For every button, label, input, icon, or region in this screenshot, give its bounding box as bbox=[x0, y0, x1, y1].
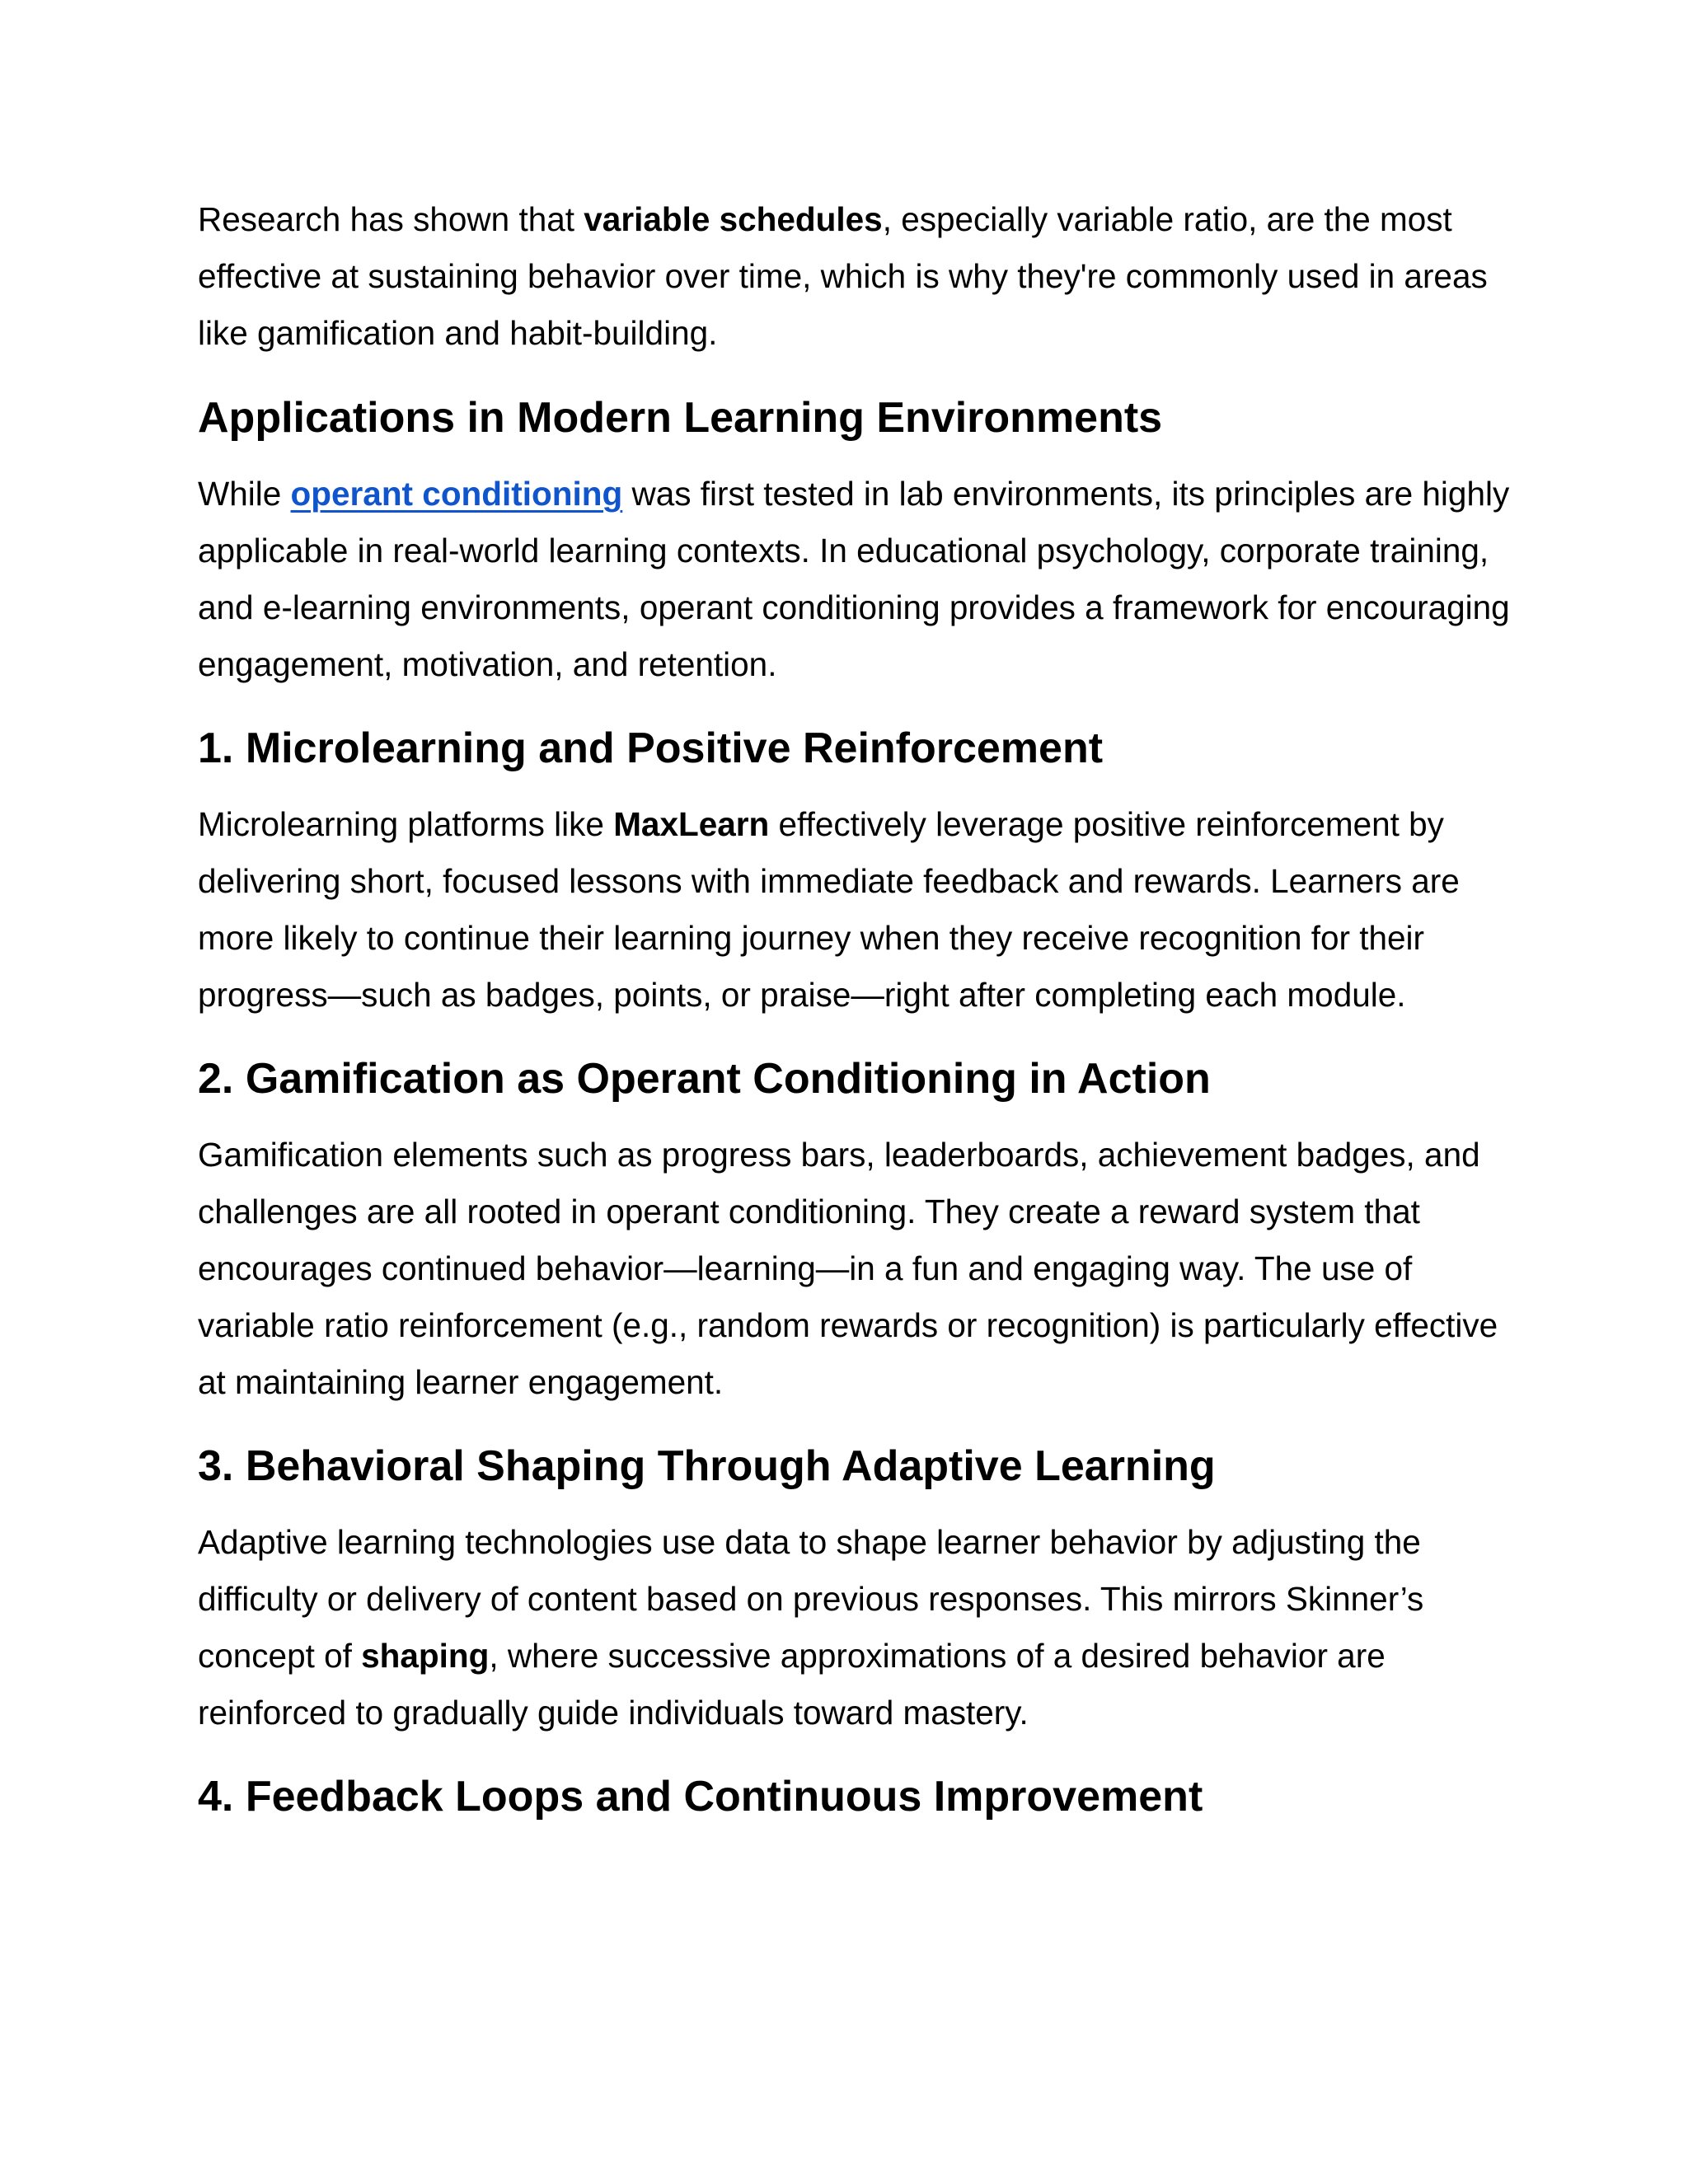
section1-text-end: effectively leverage positive reinforcement by delivering short, focused lessons with immediate feedback and rewards. Learners are more likely to continue their learning journey when they receive recognition for their progress—such as badges, points, or praise—right after completing each module. bbox=[198, 805, 1460, 1014]
operant-conditioning-link[interactable]: operant conditioning bbox=[290, 475, 623, 513]
section3-text-start: Adaptive learning technologies use data to shape learner behavior by adjusting the difficulty or delivery of content based on previous responses. This mirrors Skinner’s concept of bbox=[198, 1523, 1424, 1675]
applications-text-start: While bbox=[198, 475, 291, 513]
section1-heading: 1. Microlearning and Positive Reinforcement bbox=[198, 724, 1104, 772]
section2-heading: 2. Gamification as Operant Conditioning in Action bbox=[198, 1055, 1211, 1103]
intro-bold-term: variable schedules bbox=[584, 200, 883, 238]
section1-paragraph bbox=[198, 796, 1517, 1024]
document-page bbox=[198, 191, 1517, 1844]
section2-paragraph: Gamification elements such as progress bars, leaderboards, achievement badges, and challenges are all rooted in operant conditioning. They create a reward system that encourages continued behavior—learning—in a fun and engaging way. The use of variable ratio reinforcement (e.g., random rewards or recognition) is particularly effective at maintaining learner engagement. bbox=[198, 1136, 1498, 1401]
applications-paragraph bbox=[198, 466, 1517, 693]
section4-heading: 4. Feedback Loops and Continuous Improvement bbox=[198, 1773, 1203, 1821]
section1-bold-term: MaxLearn bbox=[613, 805, 770, 843]
section3-bold-term: shaping bbox=[361, 1637, 490, 1675]
section3-paragraph bbox=[198, 1514, 1517, 1741]
section3-text-end: , where successive approximations of a desired behavior are reinforced to gradually guide individuals toward mastery. bbox=[198, 1637, 1386, 1732]
applications-text-end: was first tested in lab environments, its principles are highly applicable in real-world learning contexts. In educational psychology, corporate training, and e-learning environments, operant conditioning provides a framework for encouraging engagement, motivation, and retention. bbox=[198, 475, 1510, 683]
intro-text-end: , especially variable ratio, are the most effective at sustaining behavior over time, which is why they're commonly used in areas like gamification and habit-building. bbox=[198, 200, 1488, 352]
intro-paragraph bbox=[198, 191, 1517, 362]
section3-heading: 3. Behavioral Shaping Through Adaptive Learning bbox=[198, 1442, 1216, 1490]
applications-heading: Applications in Modern Learning Environments bbox=[198, 394, 1163, 442]
intro-text-start: Research has shown that bbox=[198, 200, 584, 238]
section1-text-start: Microlearning platforms like bbox=[198, 805, 614, 843]
